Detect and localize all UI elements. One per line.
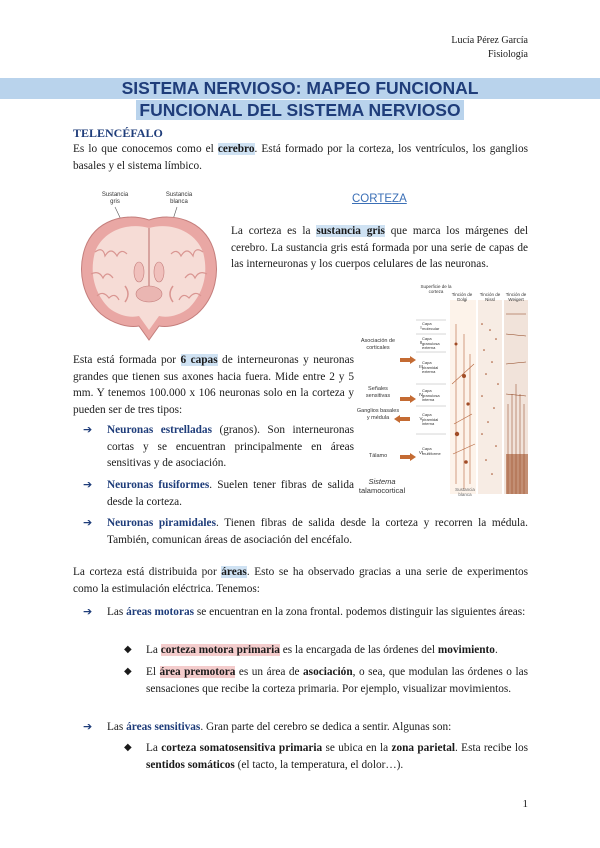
highlight-corteza-motora-primaria: corteza motora primaria bbox=[160, 644, 280, 656]
label-superficie: Superficie de la corteza bbox=[420, 284, 452, 294]
term-asociacion: asociación bbox=[303, 666, 353, 678]
label-ganglios: Ganglios basales y médula bbox=[356, 408, 400, 421]
arrow-bullet-icon: ➔ bbox=[83, 516, 93, 529]
layer-text-2: Capa granulosa externa bbox=[422, 336, 440, 350]
layer-num-1: I bbox=[420, 325, 422, 330]
term-neuronas-piramidales: Neuronas piramidales bbox=[107, 517, 216, 529]
author-name: Lucía Pérez García bbox=[451, 35, 528, 46]
text-run: , o sea, que modulan las órdenes o las sensaciones que recibe la corteza primaria. Por ejemplo, visualizar movimientos. bbox=[146, 666, 528, 695]
text-run: La bbox=[146, 742, 162, 754]
page-header bbox=[451, 34, 528, 62]
brain-coronal-illustration bbox=[73, 190, 225, 342]
list-item-areas-sensitivas bbox=[83, 719, 528, 736]
term-neuronas-estrelladas: Neuronas estrelladas bbox=[107, 424, 212, 436]
document-title bbox=[0, 78, 600, 122]
term-areas-motoras: áreas motoras bbox=[126, 606, 195, 618]
title-line-2: FUNCIONAL DEL SISTEMA NERVIOSO bbox=[136, 100, 463, 120]
term-neuronas-fusiformes: Neuronas fusiformes bbox=[107, 479, 210, 491]
arrow-bullet-icon: ➔ bbox=[83, 605, 93, 618]
page-number: 1 bbox=[522, 798, 528, 810]
layer-text-4: Capa granulosa interna bbox=[422, 388, 440, 402]
arrow-bullet-icon: ➔ bbox=[83, 478, 93, 491]
text-run: La corteza es la bbox=[231, 225, 317, 237]
text-run: se ubica en la bbox=[322, 742, 392, 754]
diamond-bullet-icon: ◆ bbox=[124, 666, 132, 677]
highlight-sustancia-gris: sustancia gris bbox=[316, 225, 385, 237]
term-sentidos-somaticos: sentidos somáticos bbox=[146, 758, 235, 771]
term-corteza-somatosensitiva-primaria: corteza somatosensitiva primaria bbox=[161, 742, 323, 754]
areas-intro-paragraph bbox=[73, 564, 528, 597]
layer-num-3: III bbox=[419, 364, 423, 369]
corteza-paragraph-2 bbox=[73, 352, 354, 418]
text-run: Las bbox=[107, 606, 127, 618]
text-run: . bbox=[494, 644, 498, 656]
text-run: que marca los márgenes del cerebro. La sustancia gris está formada por una serie de capas de las interneuronas y los cuerpos celulares de las neuronas. bbox=[231, 225, 529, 270]
diamond-bullet-icon: ◆ bbox=[124, 742, 132, 753]
list-item-neuronas-fusiformes bbox=[83, 477, 354, 510]
layer-num-2: II bbox=[419, 340, 423, 345]
list-item-neuronas-estrelladas bbox=[83, 422, 354, 472]
list-item-neuronas-piramidales bbox=[83, 515, 528, 548]
text-run: El bbox=[146, 666, 160, 678]
label-sustancia-blanca: Sustancia blanca bbox=[165, 192, 193, 205]
label-sustancia-blanca-small: Sustancia blanca bbox=[455, 487, 475, 497]
highlight-areas: áreas bbox=[221, 566, 247, 578]
text-run: . Esta recibe los bbox=[455, 742, 529, 754]
list-item-areas-motoras bbox=[83, 604, 528, 621]
layer-num-4: IV bbox=[418, 392, 424, 397]
term-zona-parietal: zona parietal bbox=[391, 742, 456, 754]
text-run: es la encargada de las órdenes del bbox=[279, 644, 438, 656]
term-movimiento: movimiento bbox=[437, 644, 495, 656]
text-run: (el tacto, la temperatura, el dolor…). bbox=[234, 758, 404, 771]
text-run: La corteza está distribuida por bbox=[73, 566, 222, 578]
highlight-6-capas: 6 capas bbox=[180, 354, 218, 366]
text-run: (granos). Son interneuronas cortas y se encuentran principalmente en áreas sensitivas y de asociación. bbox=[107, 424, 354, 469]
label-talamo: Tálamo bbox=[368, 453, 388, 459]
label-golgi: Tinción de Golgi bbox=[451, 292, 473, 302]
text-run: Esta está formada por bbox=[73, 354, 181, 366]
text-run: . Está formado por la corteza, los ventrículos, los ganglios basales y el sistema límbico. bbox=[73, 143, 528, 172]
label-senales: Señales sensitivas bbox=[365, 386, 391, 399]
arrow-bullet-icon: ➔ bbox=[83, 720, 93, 733]
section-heading-corteza: CORTEZA bbox=[352, 193, 407, 205]
layer-text-1: Capa molecular bbox=[422, 321, 440, 331]
text-run: . Gran parte del cerebro se dedica a sentir. Algunas son: bbox=[200, 721, 452, 733]
label-weigert: Tinción de Weigert bbox=[505, 292, 527, 302]
arrow-bullet-icon: ➔ bbox=[83, 423, 93, 436]
term-areas-sensitivas: áreas sensitivas bbox=[126, 721, 201, 733]
text-run: Las bbox=[107, 721, 127, 733]
label-talamocortical: talamocortical bbox=[358, 486, 406, 495]
cortical-layers-figure bbox=[356, 284, 528, 512]
telencefalo-paragraph bbox=[73, 141, 528, 174]
label-nissl: Tinción de Nissl bbox=[479, 292, 501, 302]
brain-section-figure bbox=[73, 190, 225, 342]
layer-text-5: Capa piramidal interna bbox=[422, 412, 439, 426]
text-run: . Suelen tener fibras de salida desde la corteza. bbox=[107, 479, 354, 508]
layer-num-5: V bbox=[419, 416, 423, 421]
text-run: se encuentran en la zona frontal. podemos distinguir las siguientes áreas: bbox=[194, 606, 526, 618]
text-run: de interneuronas y neuronas grandes que tienen sus axones hacia fuera. Mide entre 2 y 5 mm. Y tenemos 100.000 x 106 neuronas solo en la corteza y pueden ser de tres tipos: bbox=[73, 354, 354, 416]
text-run: . Esto se ha observado gracias a una serie de experimentos como la estimulación eléctrica. Tenemos: bbox=[73, 566, 528, 595]
sublist-item-corteza-somatosensitiva bbox=[124, 740, 528, 773]
sublist-item-corteza-motora-primaria bbox=[124, 642, 528, 659]
text-run: La bbox=[146, 644, 161, 656]
label-sustancia-gris: Sustancia gris bbox=[101, 192, 129, 205]
corteza-paragraph-1 bbox=[231, 223, 528, 273]
text-run: es un área de bbox=[235, 666, 304, 678]
text-run: . Tienen fibras de salida desde la corteza y recorren la médula. También, comunican áreas de asociación del encéfalo. bbox=[107, 517, 528, 546]
text-run: Es lo que conocemos como el bbox=[73, 143, 218, 155]
layer-text-6: Capa multiforme bbox=[422, 446, 441, 456]
highlight-cerebro: cerebro bbox=[217, 143, 255, 155]
subject-name: Fisiología bbox=[487, 49, 528, 60]
diamond-bullet-icon: ◆ bbox=[124, 644, 132, 655]
layer-num-6: VI bbox=[418, 450, 424, 455]
sublist-item-area-premotora bbox=[124, 664, 528, 697]
title-line-1: SISTEMA NERVIOSO: MAPEO FUNCIONAL bbox=[0, 78, 600, 99]
section-heading-telencefalo: TELENCÉFALO bbox=[73, 126, 163, 140]
highlight-area-premotora: área premotora bbox=[159, 666, 236, 678]
layer-text-3: Capa piramidal externa bbox=[422, 360, 439, 374]
label-asociacion: Asociación de corticales bbox=[360, 338, 396, 351]
label-sistema: Sistema bbox=[368, 477, 396, 486]
